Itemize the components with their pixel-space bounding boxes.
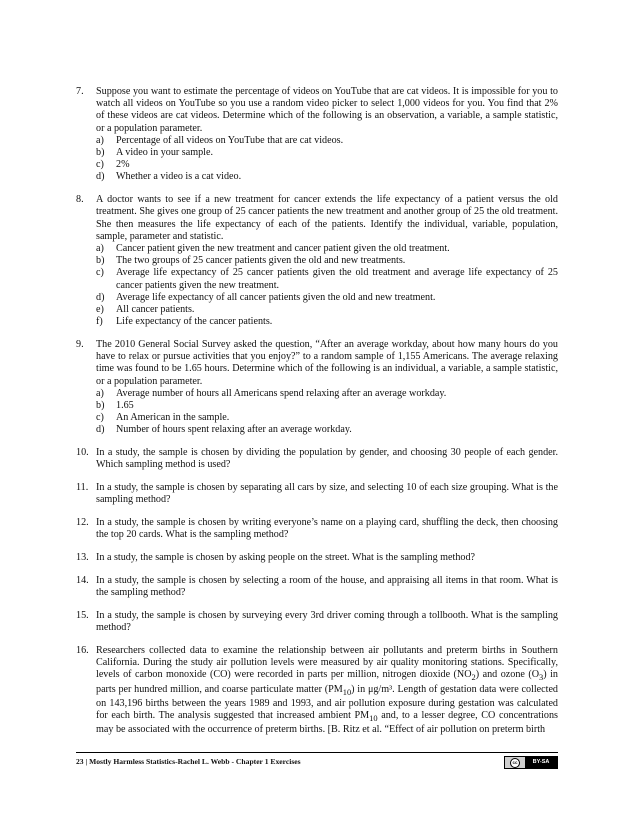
question-13 xyxy=(76,552,558,564)
stem-text: Researchers collected data to examine the relationship between air pollutants and preterm births in Southern California. During the study air pollution levels were measured by air quality monitoring stations. Specifically, levels of carbon monoxide (CO) were recorded in parts per million, nitrogen dioxide (NO xyxy=(96,645,558,681)
footer-citation: 23 | Mostly Harmless Statistics-Rachel L. Webb - Chapter 1 Exercises xyxy=(76,757,301,766)
option-item xyxy=(96,304,558,316)
question-stem xyxy=(96,645,558,737)
option-letter: f) xyxy=(96,316,103,328)
option-item xyxy=(96,424,558,436)
option-item xyxy=(96,147,558,159)
subscript: 3 xyxy=(539,672,544,683)
question-number: 15. xyxy=(76,610,89,622)
option-item xyxy=(96,316,558,328)
option-letter: b) xyxy=(96,255,105,267)
option-text: Cancer patient given the new treatment and cancer patient given the old treatment. xyxy=(116,243,450,255)
option-text: An American in the sample. xyxy=(116,412,230,424)
question-stem: The 2010 General Social Survey asked the question, “After an average workday, about how many hours do you have to relax or pursue activities that you enjoy?” to a random sample of 1,155 Americans. The average relaxing time was found to be 1.65 hours. Determine which of the following is an individual, a variable, a sample statistic, or a population parameter. xyxy=(96,339,558,387)
option-letter: d) xyxy=(96,424,105,436)
question-number: 14. xyxy=(76,575,89,587)
option-item xyxy=(96,255,558,267)
question-8 xyxy=(76,194,558,328)
question-number: 9. xyxy=(76,339,84,351)
option-text: All cancer patients. xyxy=(116,304,195,316)
option-text: 1.65 xyxy=(116,400,134,412)
option-letter: c) xyxy=(96,267,104,279)
option-letter: c) xyxy=(96,159,104,171)
question-15 xyxy=(76,610,558,634)
option-letter: a) xyxy=(96,243,104,255)
question-stem: In a study, the sample is chosen by dividing the population by gender, and choosing 30 people of each gender. Which sampling method is used? xyxy=(96,447,558,471)
option-item xyxy=(96,292,558,304)
option-item xyxy=(96,388,558,400)
question-stem: In a study, the sample is chosen by surveying every 3rd driver coming through a tollbooth. What is the sampling method? xyxy=(96,610,558,634)
stem-text: and, to a lesser degree, CO concentrations may be associated with the occurrence of preterm births. [B. Ritz et al. “Effect of air pollution on preterm birth xyxy=(96,710,558,736)
stem-text: ) in μg/m³. Length of gestation data were collected on 143,196 births between the years 1989 and 1993, and air pollution exposure during gestation was calculated for each birth. The analysis suggested that increased ambient PM xyxy=(96,683,558,722)
question-stem: A doctor wants to see if a new treatment for cancer extends the life expectancy of a patient versus the old treatment. She gives one group of 25 cancer patients the new treatment and another group of 25 the old treatment. She then measures the life expectancy of each of the patients. Identify the individual, variable, population, sample, parameter and statistic. xyxy=(96,194,558,242)
option-letter: c) xyxy=(96,412,104,424)
cc-license-icon[interactable] xyxy=(504,756,558,769)
option-text: Average number of hours all Americans spend relaxing after an average workday. xyxy=(116,387,447,399)
question-stem: In a study, the sample is chosen by asking people on the street. What is the sampling method? xyxy=(96,552,476,564)
option-text: The two groups of 25 cancer patients given the old and new treatments. xyxy=(116,255,406,267)
option-letter: e) xyxy=(96,304,104,316)
question-11 xyxy=(76,482,558,506)
stem-text: ) in parts per hundred million, and coarse particulate matter (PM xyxy=(96,669,558,695)
page-footer xyxy=(76,752,558,769)
option-letter: b) xyxy=(96,400,105,412)
option-text: 2% xyxy=(116,159,130,171)
option-letter: a) xyxy=(96,387,104,399)
license-label: BY-SA xyxy=(532,759,550,765)
option-letter: b) xyxy=(96,147,105,159)
option-text: Average life expectancy of all cancer patients given the old and new treatment. xyxy=(116,291,436,303)
question-14 xyxy=(76,575,558,599)
question-7 xyxy=(76,86,558,184)
question-number: 8. xyxy=(76,194,84,206)
stem-text: ) and ozone (O xyxy=(475,669,540,681)
option-item xyxy=(96,135,558,147)
option-item xyxy=(96,267,558,291)
option-letter: d) xyxy=(96,291,105,303)
question-stem: In a study, the sample is chosen by writing everyone’s name on a playing card, shuffling the deck, then choosing the top 20 cards. What is the sampling method? xyxy=(96,517,558,541)
option-text: Average life expectancy of 25 cancer patients given the old treatment and average life expectancy of 25 cancer patients given the new treatment. xyxy=(116,267,558,291)
option-text: Number of hours spent relaxing after an average workday. xyxy=(116,424,352,436)
option-letter: d) xyxy=(96,171,105,183)
cc-symbol: cc xyxy=(510,758,520,768)
subscript: 10 xyxy=(342,686,352,697)
option-letter: a) xyxy=(96,134,104,146)
option-list xyxy=(96,243,558,328)
question-16 xyxy=(76,645,558,737)
option-text: Whether a video is a cat video. xyxy=(116,171,242,183)
question-number: 16. xyxy=(76,645,89,657)
option-text: Percentage of all videos on YouTube that are cat videos. xyxy=(116,134,344,146)
subscript: 10 xyxy=(369,713,378,724)
exercise-list xyxy=(76,86,558,747)
option-item xyxy=(96,400,558,412)
question-stem: In a study, the sample is chosen by separating all cars by size, and selecting 10 of each size grouping. What is the sampling method? xyxy=(96,482,558,506)
question-stem: In a study, the sample is chosen by selecting a room of the house, and appraising all items in that room. What is the sampling method? xyxy=(96,575,558,599)
question-number: 7. xyxy=(76,86,84,97)
question-number: 11. xyxy=(76,482,89,494)
question-number: 10. xyxy=(76,447,89,459)
option-text: A video in your sample. xyxy=(116,147,214,159)
option-text: Life expectancy of the cancer patients. xyxy=(116,316,273,328)
option-item xyxy=(96,171,558,183)
question-stem: Suppose you want to estimate the percentage of videos on YouTube that are cat videos. It is impossible for you to watch all videos on YouTube so you use a random video picker to select 1,000 videos for you. You find that 2% of these videos are cat videos. Determine which of the following is an observation, a variable, a sample statistic, or a population parameter. xyxy=(96,86,558,134)
option-item xyxy=(96,159,558,171)
option-list xyxy=(96,388,558,437)
question-10 xyxy=(76,447,558,471)
subscript: 2 xyxy=(471,672,476,683)
question-9 xyxy=(76,339,558,437)
question-number: 12. xyxy=(76,517,89,529)
option-item xyxy=(96,243,558,255)
question-number: 13. xyxy=(76,552,89,564)
cc-logo xyxy=(505,757,525,768)
option-item xyxy=(96,412,558,424)
option-list xyxy=(96,135,558,184)
question-12 xyxy=(76,517,558,541)
